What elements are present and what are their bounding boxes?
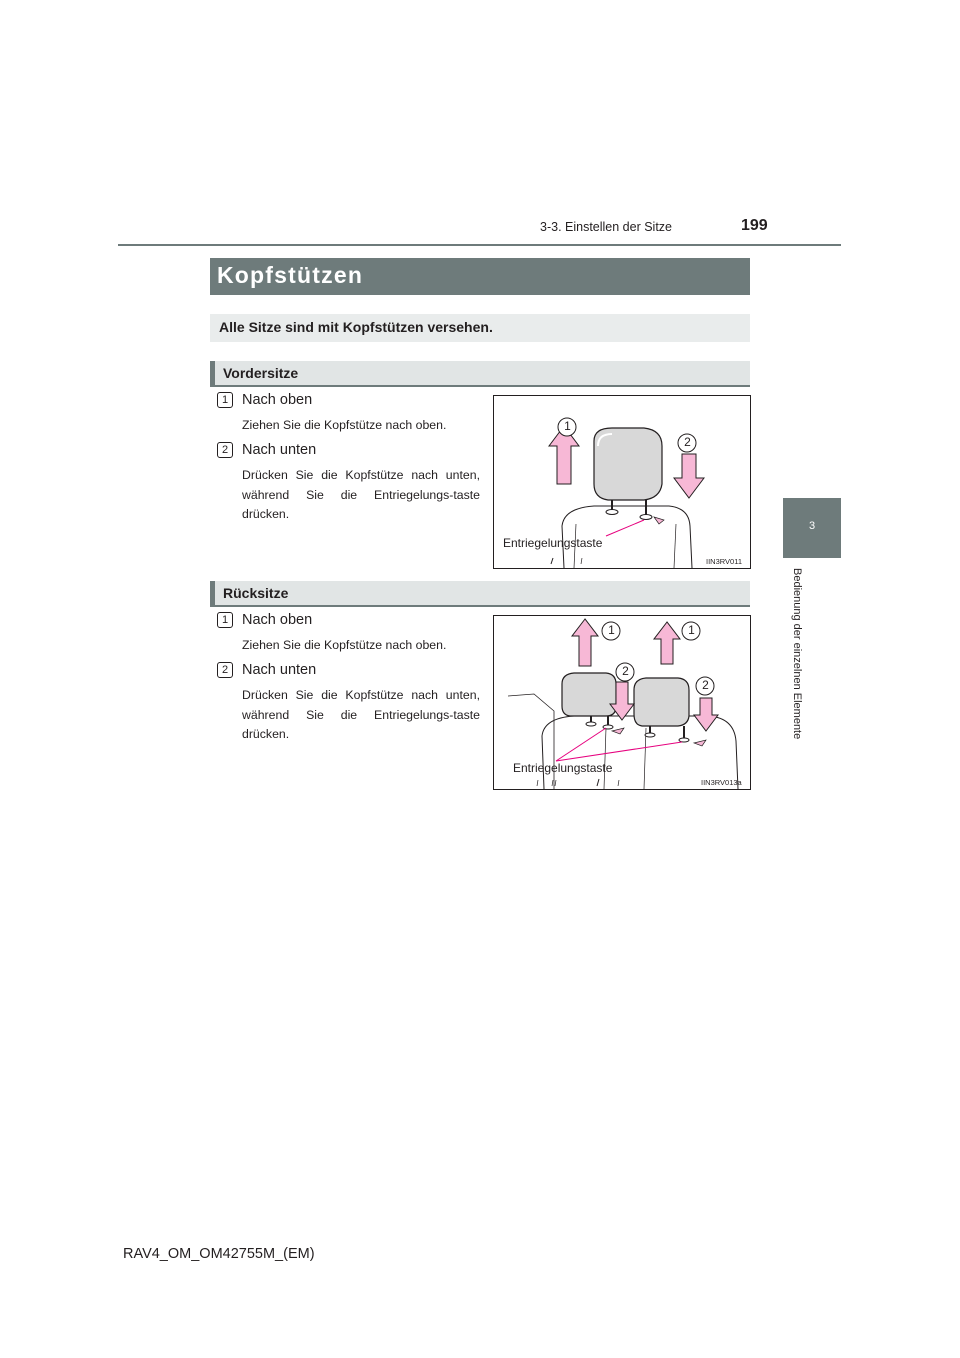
item-description: Drücken Sie die Kopfstütze nach unten, während Sie die Entriegelungs-taste drücken. xyxy=(242,688,480,741)
marker-down-label: 2 xyxy=(702,678,709,692)
marker-up-label: 1 xyxy=(608,623,615,637)
page-title-bar xyxy=(210,258,750,295)
item-title: Nach unten xyxy=(242,662,317,678)
chapter-tab xyxy=(783,498,841,558)
release-button-callout: Entriegelungstaste xyxy=(503,536,603,550)
front-headrest-illustration xyxy=(493,395,751,569)
item-title: Nach unten xyxy=(242,442,317,458)
item-number-badge: 1 xyxy=(217,612,233,628)
item-number-badge: 2 xyxy=(217,662,233,678)
chapter-title-vertical xyxy=(789,568,803,768)
section-heading-label: Rücksitze xyxy=(223,585,289,601)
section-heading-label: Vordersitze xyxy=(223,365,299,381)
release-button-callout: Entriegelungstaste xyxy=(513,761,613,775)
figure-code: IIN3RV011 xyxy=(706,557,742,566)
intro-box xyxy=(210,314,750,342)
marker-down-label: 2 xyxy=(622,664,629,678)
chapter-title: Bedienung der einzelnen Elemente xyxy=(791,568,803,740)
item-title: Nach oben xyxy=(242,612,313,628)
item-number-badge: 1 xyxy=(217,392,233,408)
rear-headrest-illustration xyxy=(493,615,751,790)
intro-text: Alle Sitze sind mit Kopfstützen versehen. xyxy=(219,319,493,335)
document-code: RAV4_OM_OM42755M_(EM) xyxy=(123,1246,315,1262)
figure-code: IIN3RV013a xyxy=(701,778,742,787)
item-title: Nach oben xyxy=(242,392,313,408)
item-description: Ziehen Sie die Kopfstütze nach oben. xyxy=(242,418,447,432)
item-description: Ziehen Sie die Kopfstütze nach oben. xyxy=(242,638,447,652)
page-title: Kopfstützen xyxy=(217,262,364,288)
section-heading-front xyxy=(210,361,750,387)
item-number-badge: 2 xyxy=(217,442,233,458)
marker-up-label: 1 xyxy=(564,419,571,433)
running-header: 3-3. Einstellen der Sitze xyxy=(540,220,673,234)
header-rule xyxy=(118,244,841,246)
page-number: 199 xyxy=(741,217,768,234)
chapter-number: 3 xyxy=(808,520,816,532)
marker-up-label: 1 xyxy=(688,623,695,637)
item-description: Drücken Sie die Kopfstütze nach unten, während Sie die Entriegelungs-taste drücken. xyxy=(242,468,480,521)
marker-down-label: 2 xyxy=(684,435,691,449)
section-heading-rear xyxy=(210,581,750,607)
